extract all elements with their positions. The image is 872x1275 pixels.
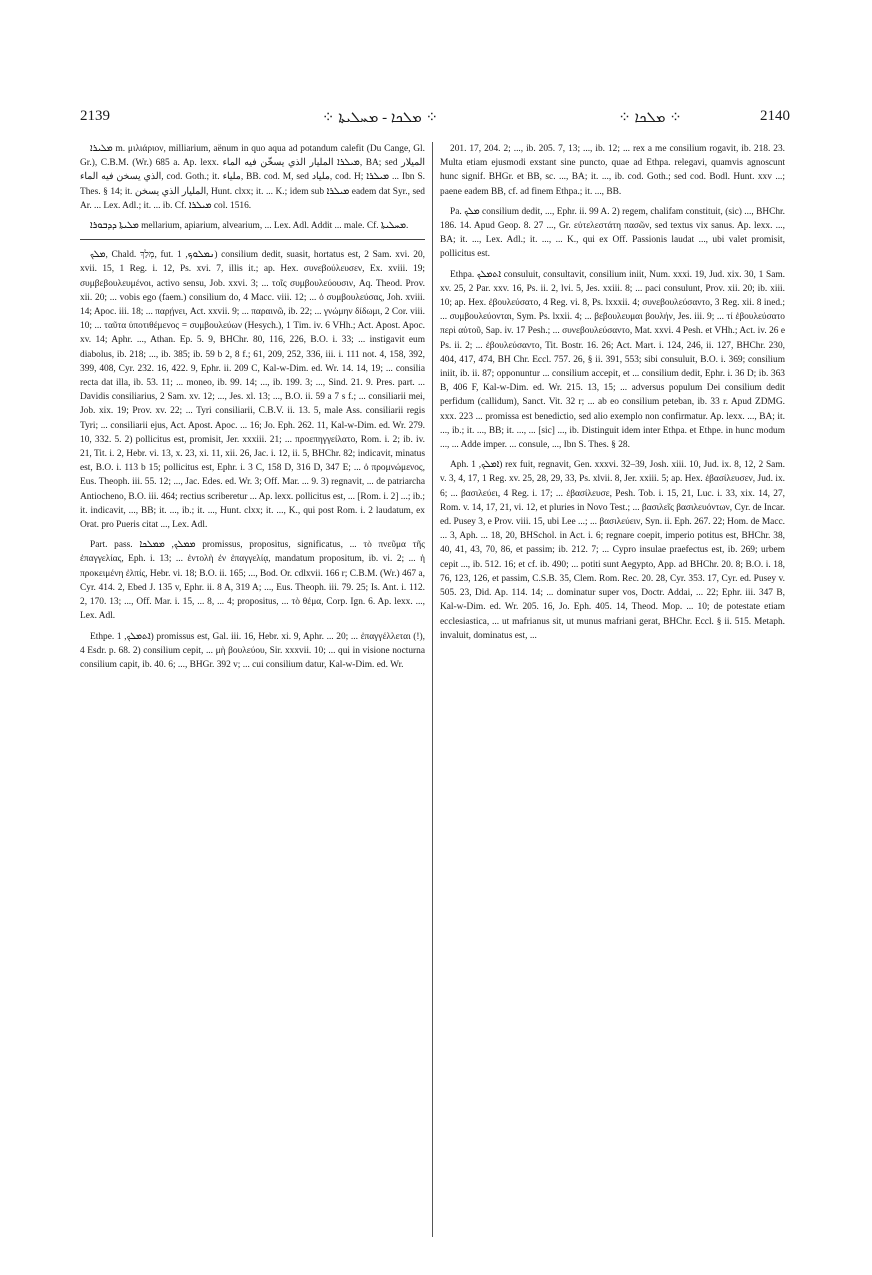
left-page-number: 2139 [80,108,110,124]
running-header [80,108,790,130]
right-running-title: ⁘ ܡܠܟܐ ⁘ [618,110,682,126]
entry-mellarium: ܡܠܝܬܐ ܕܕܒܘܪܐ mellarium, apiarium, alvearium, ... Lex. Adl. Addit ... male. Cf. ܡܚܠܝܬܐ. [90,221,409,232]
entry-ethpa: Ethpa. ܐܬܡܠܟ consuluit, consultavit, consilium iniit, Num. xxxi. 19, Jud. xix. 30, 1 Sam. xv. 25, 2 Par. xxv. 16, Ps. ii. 2, lvi. 5, Jes. xxiii. 8; ... paci consulunt, Prov. xii. 20; ib. xiii. 10; ap. Hex. ἐβουλεύσατο, 4 Reg. vi. 8, Ps. lxxxii. 4; συνεβουλεύσαντο, 3 Reg. xii. 8 ined.; ... συμβουλεύονται, Sym. Ps. lxxii. 4; ... βεβουλευμαι βουλήν, Jes. iii. 9; ... τί ἐβουλεύσατο περὶ αὐτοῦ, Sap. iv. 17 Pesh.; ... συνεβουλεύσαντο, Mat. xxvi. 4 Pesh. et VHh.; Act. iv. 26 e Ps. ii. 2; ... ἐβουλεύσαντο, Tit. Bostr. 16. 26; Act. Mart. i. 124, 246, ii. 127, BHChr. 230, 404, 417, 474, BH Chr. Eccl. 757. 26, § ii. 391, 553; sibi consuluit, B.O. i. 369; consilium iniit, ib. ii. 87; opponuntur ... consilium accepit, et ... consilium dedit, Ephr. i. 36 D; ib. 363 B, 406 F, Kal-w-Dim. ed. Wr. 215. 13, 15; ... adversus populum Dei consilium dedit perfidum (callidum), Sanct. Vit. 32 r; ... ab eo consilium peteban, ib. 33 r. Apud ZDMG. xxx. 223 ... promissa est benedictio, sed alio exemplo non confirmatur. Ap. lexx. ..., BA; it. ..., ib.; it. ..., BB; it. ..., ... [sic] ..., ib. Distinguit idem inter Ethpa. et Ethpe. in hunc modum ..., ... Adde imper. ... consule, ..., Ibn S. Thes. § 28. [440,269,786,451]
column-divider [432,142,433,1237]
entry-divider [80,239,425,240]
entry-aph: Aph. ܐܡܠܟ, 1) rex fuit, regnavit, Gen. xxxvi. 32–39, Josh. xiii. 10, Jud. ix. 8, 12, 2 Sam. v. 3, 4, 17, 1 Reg. xv. 25, 28, 29, 33, Ps. xlvii. 8, Jer. xxiii. 5; ap. Hex. ἐβασίλευσεν, Jud. ix. 6; ... βασιλεύει, 4 Reg. i. 17; ... ἐβασίλευσε, Pesh. Tob. i. 15, 21, Luc. i. 33, xix. 14, 27, Rom. v. 14, 17, 21, vi. 12, et pluries in Novo Test.; ... βασιλεῖς βασιλευόντων, Cyr. de Incar. ed. Pusey 3, e Prov. viii. 15, ubi Lee ...; ... βασιλεύειν, Syn. ii. Eph. 267. 22; Hom. de Macc. ... 3, Aph. ... 18, 20, BHSchol. in Act. i. 6; regnare coepit, imperio potitus est, BHChr. 38, 40, 41, 43, 70, 86, et passim; ib. 212. 7; ... Cypro insulae praefectus est, ib. 269; urbem cepit ..., ib. 512. 16; et cf. ib. 490; ... potiti sunt Aegypto, App. ad BHChr. 20. 8; B.O. i. 18, 76, 123, 126, et passim, C.S.B. 35, Clem. Rom. Rec. 20. 28, Cyr. 353. 17, Cyr. ed. Pusey v. 505. 23, Did. Ap. 114. 14; ... dominatur super vos, Doctr. Addai, ... 22; Ephr. iii. 347 B, Kal-w-Dim. ed. Wr. 205. 16, Jo. Eph. 405. 14, Theod. Mop. ... 10; de potestate etiam ecclesiastica, ... ut mafrianus sit, ut munus mafriani gerat, BHChr. Eccl. § ii. 515. Metaph. invaluit, dominatus est, ... [440,460,785,641]
entry-pa: Pa. ܡܠܟ consilium dedit, ..., Ephr. ii. 99 A. 2) regem, chalifam constituit, (sic) ..., BHChr. 186. 14. Apud Geop. 8. 27 ..., Gr. εὐτελεστάτη πασῶν, sed textus vix sanus. Ap. lexx. ..., BA; it. ..., Lex. Adl.; it. ..., ... K., qui ex Off. Passionis laudat ..., ubi valet promisit, pollicitus est. [440,206,786,260]
entry-ethpe-cont: 201. 17, 204. 2; ..., ib. 205. 7, 13; ..., ib. 12; ... rex a me consilium rogavit, ib. 218. 23. Multa etiam ejusmodi exstant sine puncto, quae ad Ethpa. relegavi, quamvis agnoscunt hunc signif. BHGr. et BB, sc. ..., BA; it. ..., ib. cod. Goth.; sed cod. Bodl. Hunt. xxv ...; paene eadem BB, cf. ad finem Ethpa.; it. ..., BB. [440,144,785,197]
left-running-title: ⁘ ܡܠܟܐ - ܡܚܠܝܬܐ ⁘ [321,110,439,126]
right-column [440,142,785,649]
left-column [80,142,425,678]
entry-ethpe: Ethpe. ܐܬܡܠܟ, 1) promissus est, Gal. iii. 16, Hebr. xi. 9, Aphr. ... 20; ... ἐπαγγέλλεται (!), 4 Esdr. p. 68. 2) consilium cepit, ... μὴ βουλεύου, Sir. xxxvii. 10; ... qui in visione nocturna consilium capit, ib. 40. 6; ..., BHGr. 392 v; ... cui consilium datur, Kal-w-Dim. ed. Wr. [80,631,425,670]
right-page-number: 2140 [760,108,790,124]
entry-part-pass: Part. pass. ܡܡܠܟ, ܡܡܠܟܐ promissus, propositus, significatus, ... τὸ πνεῦμα τῆς ἐπαγγελίας, Eph. i. 13; ... ἐντολὴ ἐν ἐπαγγελίᾳ, mandatum propositum, ib. vi. 2; ... ἡ προκειμένη ἐλπίς, Hebr. vi. 18; B.O. ii. 165; ..., Bod. Or. cdlxvii. 166 r; C.B.M. (Wr.) 467 a, Cyr. 414. 2, Ebed J. 135 v, Ephr. ii. 8 A, 319 A; ..., Eus. Theoph. iii. 79. 25; Is. Ant. i. 112. 2, 170. 13; ..., Off. Mar. i. 15, ... 8, ... 4; propositus, ... τὸ θέμα, Corp. Ign. 6. Ap. lexx. ..., Lex. Adl. [80,540,426,622]
entry-malak-peal: ܡܠܟ, Chald. מְלַךְ, fut. ܢܡܠܘܟ, 1) consilium dedit, suasit, hortatus est, 2 Sam. xvi. 20, xvii. 15, 1 Reg. i. 12, Ps. xvi. 7, illis it.; ap. Hex. συνεβούλευσεν, Ex. xviii. 19; συμβεβουλευμένοι, activo sensu, Job. xxvi. 3; ... τοῖς συμβουλεύουσιν, Aq. Theod. Prov. xii. 20; ... vobis ego (faem.) consilium do, 4 Macc. viii. 12; ... ὁ συμβουλεύσας, Joh. xviii. 14; Apoc. iii. 18; ... παρῄνει, Act. xxvii. 9; ... παραινῶ, ib. 22; ... γνώμην δίδωμι, 2 Cor. viii. 10; ... ταῦτα ὑποτιθέμενος = συμβουλεύων (Hesych.), 1 Tim. iv. 6 VHh.; Act. Apost. Apoc. xv. 14; Aphr. ..., Athan. Ep. 5. 9, BHChr. 80, 116, 226, B.O. i. 33; ... instigavit eum diabolus, ib. 218; ..., ib. 385; ib. 59 b 2, 8 f.; 61, 209, 252, 336, iii. i. 111 not. 4, 158, 392, 399, 408, Cyr. 232. 16, 422. 9, Ephr. ii. 209 C, Kal-w-Dim. ed. Wr. 14. 14, 19; ... consilia recta dat illa, ib. 53. 11; ... moneo, ib. 99. 14; ..., ib. 199. 3; ..., Sind. 21. 9. Pres. part. ... Davidis consiliarius, 2 Sam. xv. 12; ..., Jes. xl. 13; ..., B.O. ii. 59 a 7 s f.; ... consiliarii mei, Job. xix. 19; Prov. xv. 22; ... Tyri consiliarii, C.B.V. ii. 13. 5, male Ass. consiliarii regis Tyri; ... consiliarii ejus, Act. Apost. Apoc. ... 16; Jo. Eph. 262. 11, Kal-w-Dim. ed. Wr. 279. 10, 332. 5. 2) pollicitus est, promisit, Jer. xxxiii. 21; ... προεπηγγείλατο, Rom. i. 2; ib. iv. 21, Tit. i. 2, Hebr. vi. 13, x. 23, xi. 11, xii. 26, Jac. i. 12, ii. 5, BHChr. 82; indicavit, minatus est, B.O. i. 113 b 15; pollicitus est, Ephr. i. 3 C, 158 D, 316 D, 347 E; ... ὁ προμνώμενος, Eus. Theoph. iii. 55. 12; ..., Jac. Edes. ed. Wr. 3; Off. Mar. ... 9. 3) regnavit, ... de patriarcha Antiocheno, B.O. iii. 464; rectius scriberetur ... Ap. lexx. pollicitus est, ... [Rom. i. 2] ...; ib.; it. indicavit, ..., BB; it. ..., ib.; it. ..., Hunt. clxx; it. ..., K., qui post Rom. i. 2 laudatum, ex Orat. pro Pueris citat ..., Lex. Adl. [80,250,426,531]
entry-milliarium: ܡܠܝܪܐ m. μιλιάριον, milliarium, aënum in quo aqua ad potandum calefit (Du Cange, Gl. Gr.), C.B.M. (Wr.) 685 a. Ap. lexx. ܡܝܠܪܐ المليار الذي يسخّن فيه الماء, BA; sed الميلار الذي يسخن فيه الماء, cod. Goth.; it. ملياء, BB. cod. M, sed ملياد, cod. H; ܡܝܠܪܐ ... Ibn S. Thes. § 14; it. المليار الذي يسخن, Hunt. clxx; it. ... K.; idem sub ܡܝܠܪܐ eadem dat Syr., sed Ar. ... Lex. Adl.; it. ... ib. Cf. ܡܝܠܪܐ col. 1516. [80,144,426,211]
